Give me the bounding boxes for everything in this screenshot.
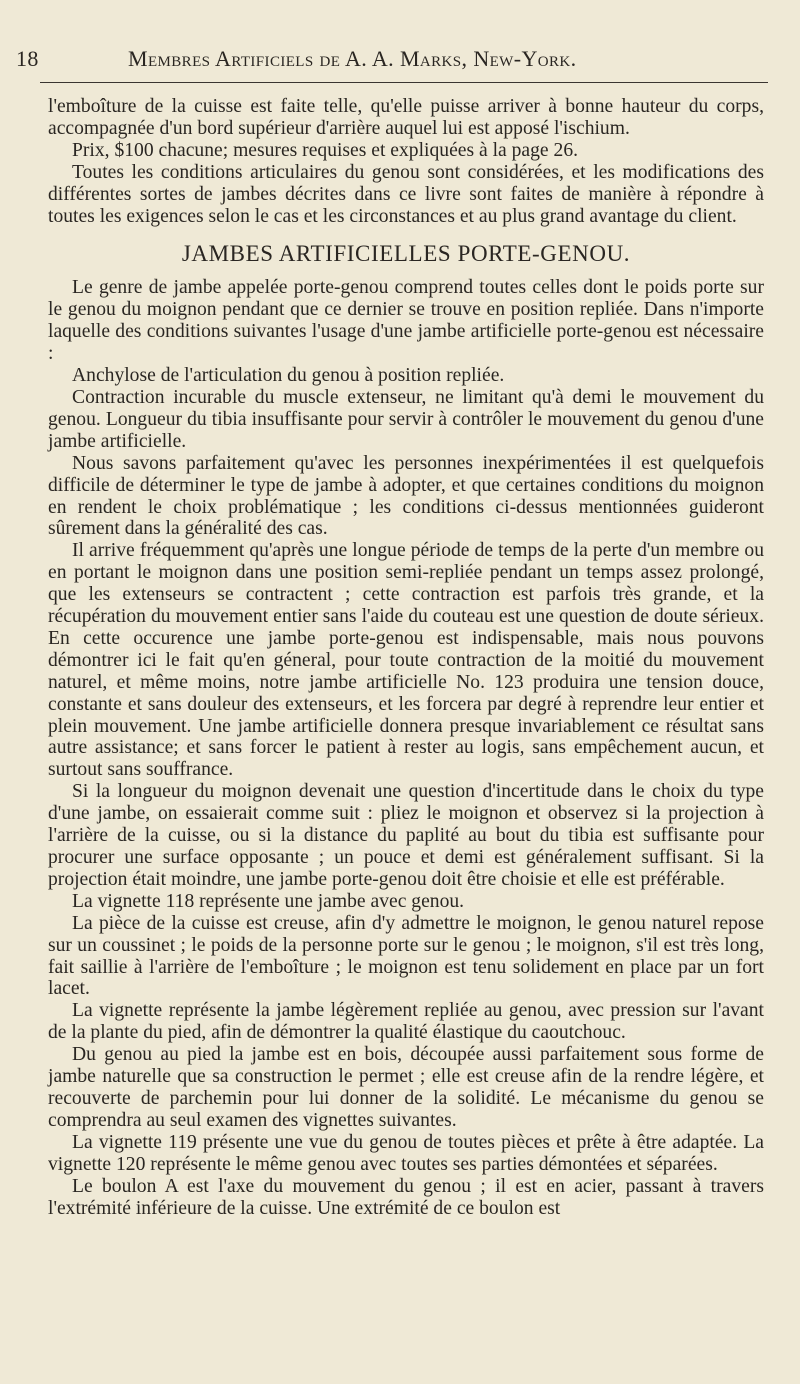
paragraph: Prix, $100 chacune; mesures requises et expliquées à la page 26. xyxy=(72,139,579,161)
page-header xyxy=(16,46,768,76)
paragraph: Anchylose de l'articulation du genou à position repliée. xyxy=(72,365,505,387)
paragraph: Du genou au pied la jambe est en bois, découpée aussi parfaitement sous forme de jambe naturelle que sa construction le permet ; elle est creuse afin de la rendre légère, et recouverte de parchemin pour lui donner de la solidité. Le mécanisme du genou se comprendra au seul examen des vignettes suivantes. xyxy=(48,1044,764,1131)
paragraph: Toutes les conditions articulaires du genou sont considérées, et les modifications des différentes sortes de jambes décrites dans ce livre sont faites de manière à répondre à toutes les exigences selon le cas et les circonstances et au plus grand avantage du client. xyxy=(48,161,764,227)
page-number: 18 xyxy=(16,46,39,71)
paragraph: La vignette 118 représente une jambe avec genou. xyxy=(72,890,465,912)
paragraph: Si la longueur du moignon devenait une question d'incertitude dans le choix du type d'une jambe, on essaierait comme suit : pliez le moignon et observez si la projection à l'arrière de la cuisse, ou si la distance du paplité au bout du tibia est suffisante pour procurer une surface opposante ; un pouce et demi est généralement suffisant. Si la projection était moindre, une jambe porte-genou doit être choisie et elle est préférable. xyxy=(48,781,764,890)
paragraph: Il arrive fréquemment qu'après une longue période de temps de la perte d'un membre ou en portant le moignon dans une position semi-repliée pendant un temps assez prolongé, que les extenseurs se contractent ; cette contraction est parfois très grande, et la récupération du mouvement entier sans l'aide du couteau est une question de doute sérieux. En cette occurence une jambe porte-genou est indispensable, mais nous pouvons démontrer ici le fait qu'en géneral, pour toute contraction de la moitié du mouvement naturel, et même moins, notre jambe artificielle No. 123 produira une tension douce, constante et sans douleur des extenseurs, et les forcera par degré à reprendre leur entier et plein mouvement. Une jambe artificielle donnera presque invariablement ce résultat sans autre assistance; et sans forcer le patient à rester au logis, sans empêchement aucun, et surtout sans souffrance. xyxy=(48,540,764,781)
paragraph: Nous savons parfaitement qu'avec les personnes inexpérimentées il est quelquefois difficile de déterminer le type de jambe à adopter, et que certaines conditions du moignon en rendent le choix problématique ; les conditions ci-dessus mentionnées guideront sûrement dans la généralité des cas. xyxy=(48,452,764,540)
header-rule xyxy=(40,82,768,83)
paragraph: Le genre de jambe appelée porte-genou comprend toutes celles dont le poids porte sur le genou du moignon pendant que ce dernier se trouve en position repliée. Dans n'importe laquelle des conditions suivantes l'usage d'une jambe artificielle porte-genou est nécessaire : xyxy=(48,277,764,365)
paragraph: La pièce de la cuisse est creuse, afin d'y admettre le moignon, le genou naturel repose sur un coussinet ; le poids de la personne porte sur le genou ; le moignon, s'il est très long, fait saillie à l'arrière de l'emboîture ; le moignon est tenu solidement en place par un fort lacet. xyxy=(48,912,764,1000)
paragraph: l'emboîture de la cuisse est faite telle, qu'elle puisse arriver à bonne hauteur du corps, accompagnée d'un bord supérieur d'arrière auquel lui est apposé l'ischium. xyxy=(48,96,764,139)
section-heading: JAMBES ARTIFICIELLES PORTE-GENOU. xyxy=(181,241,631,267)
running-title: Membres Artificiels de A. A. Marks, New-York. xyxy=(128,46,577,71)
body-text xyxy=(48,96,764,1219)
paragraph: La vignette 119 présente une vue du genou de toutes pièces et prête à être adaptée. La vignette 120 représente le même genou avec toutes ses parties démontées et séparées. xyxy=(48,1131,764,1175)
paragraph: Le boulon A est l'axe du mouvement du genou ; il est en acier, passant à travers l'extrémité inférieure de la cuisse. Une extrémité de ce boulon est xyxy=(48,1175,764,1219)
paragraph: La vignette représente la jambe légèrement repliée au genou, avec pression sur l'avant de la plante du pied, afin de démontrer la qualité élastique du caoutchouc. xyxy=(48,1000,764,1044)
paragraph: Contraction incurable du muscle extenseur, ne limitant qu'à demi le mouvement du genou. Longueur du tibia insuffisante pour servir à contrôler le mouvement du genou d'une jambe artificielle. xyxy=(48,386,764,452)
